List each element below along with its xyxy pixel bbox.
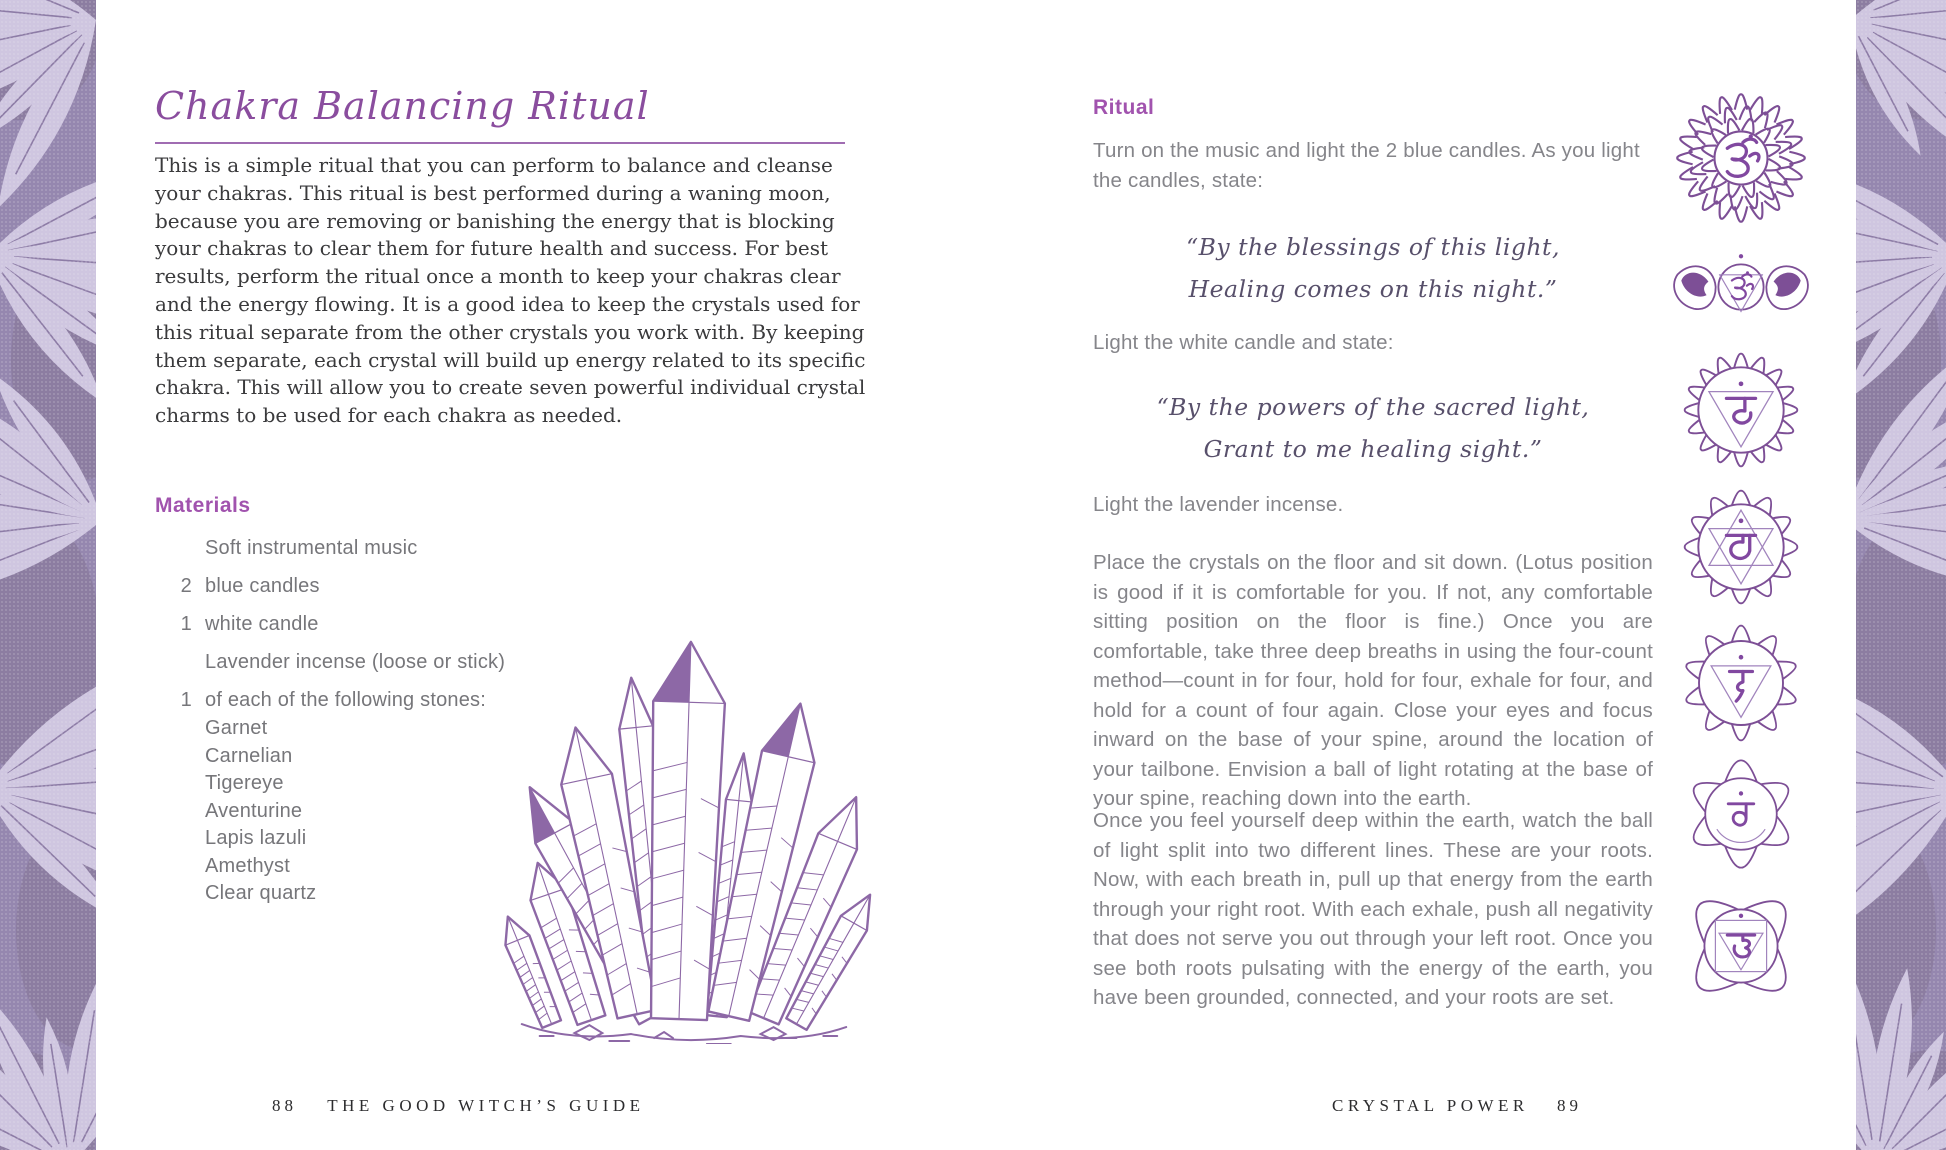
stone-item: Clear quartz [205,882,317,904]
stone-item: Tigereye [205,772,284,794]
quote-line: “By the powers of the sacred light, [1156,393,1590,421]
material-label: white candle [205,613,319,635]
ritual-heading: Ritual [1093,96,1155,119]
left-page-footer [272,1096,645,1116]
page-title: Chakra Balancing Ritual [155,84,650,128]
root-chakra-icon [1665,882,1817,1010]
material-label: of each of the following stones: [205,689,487,711]
crystal-cluster-drawing [478,626,880,1044]
material-label: Lavender incense (loose or stick) [205,651,506,673]
incantation-quote [1093,386,1653,470]
running-title-right: CRYSTAL POWER [1332,1096,1529,1115]
incantation-quote [1093,226,1653,310]
throat-chakra-icon [1665,346,1817,474]
ritual-paragraph: Turn on the music and light the 2 blue candles. As you light the candles, state: [1093,139,1640,192]
title-underline [155,142,845,144]
quote-line: Grant to me healing sight.” [1203,435,1543,463]
heart-chakra-icon [1665,483,1817,611]
quote-line: “By the blessings of this light, [1186,233,1560,261]
material-label: blue candles [205,575,320,597]
materials-heading: Materials [155,494,251,517]
right-decorative-border [1856,0,1946,1150]
running-title-left: THE GOOD WITCH’S GUIDE [327,1096,645,1115]
stone-item: Aventurine [205,799,303,822]
stone-item: Garnet [205,717,268,739]
solar-plexus-chakra-icon [1665,620,1817,746]
stones-list [205,715,486,908]
crown-chakra-icon [1665,88,1817,228]
page-number-left: 88 [272,1096,297,1115]
right-page-footer [1332,1096,1582,1116]
ritual-paragraph: Light the white candle and state: [1093,331,1394,354]
ritual-paragraph: Once you feel yourself deep within the earth, watch the ball of light split into two different lines. These are your roots. Now, with each breath in, pull up that energy from the earth through your right root. With each exhale, push all negativity that does not serve you out through your left root. Once you see both roots pulsating with the energy of the earth, you have been grounded, connected, and your roots are set. [1093,809,1653,1009]
left-decorative-border [0,0,96,1150]
chakra-symbols-column [1665,88,1817,1010]
stone-item: Carnelian [205,744,293,767]
ritual-paragraph: Light the lavender incense. [1093,493,1344,516]
material-item [155,536,585,560]
intro-paragraph: This is a simple ritual that you can perform to balance and cleanse your chakras. This ritual is best performed during a waning moon, because you are removing or banishing the energy that is blocking your chakras to clear them for future health and success. For best results, perform the ritual once a month to keep your chakras clear and the energy flowing. It is a good idea to keep the crystals used for this ritual separate from the other crystals you work with. By keeping them separate, each crystal will build up energy related to its specific chakra. This will allow you to create seven powerful individual crystal charms to be used for each chakra as needed. [155,153,866,428]
sacral-chakra-icon [1665,755,1817,873]
material-qty: 1 [180,613,192,635]
page-number-right: 89 [1557,1096,1583,1115]
material-qty: 1 [180,689,192,711]
stone-item: Amethyst [205,854,290,877]
crystal-cluster-illustration [478,626,880,1044]
quote-line: Healing comes on this night.” [1188,275,1558,303]
material-qty: 2 [180,575,192,597]
leaf-pattern-left [0,0,96,1150]
leaf-pattern-right [1856,0,1946,1150]
stone-item: Lapis lazuli [205,827,307,849]
third-eye-chakra-icon [1665,237,1817,337]
material-label: Soft instrumental music [205,537,418,559]
ritual-paragraph: Place the crystals on the floor and sit down. (Lotus position is good if it is comfortable for you. If not, any comfortable sitting position on the floor is fine.) Once you are comfortable, take three deep breaths in using the four-count method—count in for four, hold for four, exhale for four, and hold for a count of four again. Close your eyes and focus inward on the base of your spine, around the location of your tailbone. Envision a ball of light rotating at the base of your spine, reaching down into the earth. [1093,551,1653,810]
material-item [155,574,585,598]
